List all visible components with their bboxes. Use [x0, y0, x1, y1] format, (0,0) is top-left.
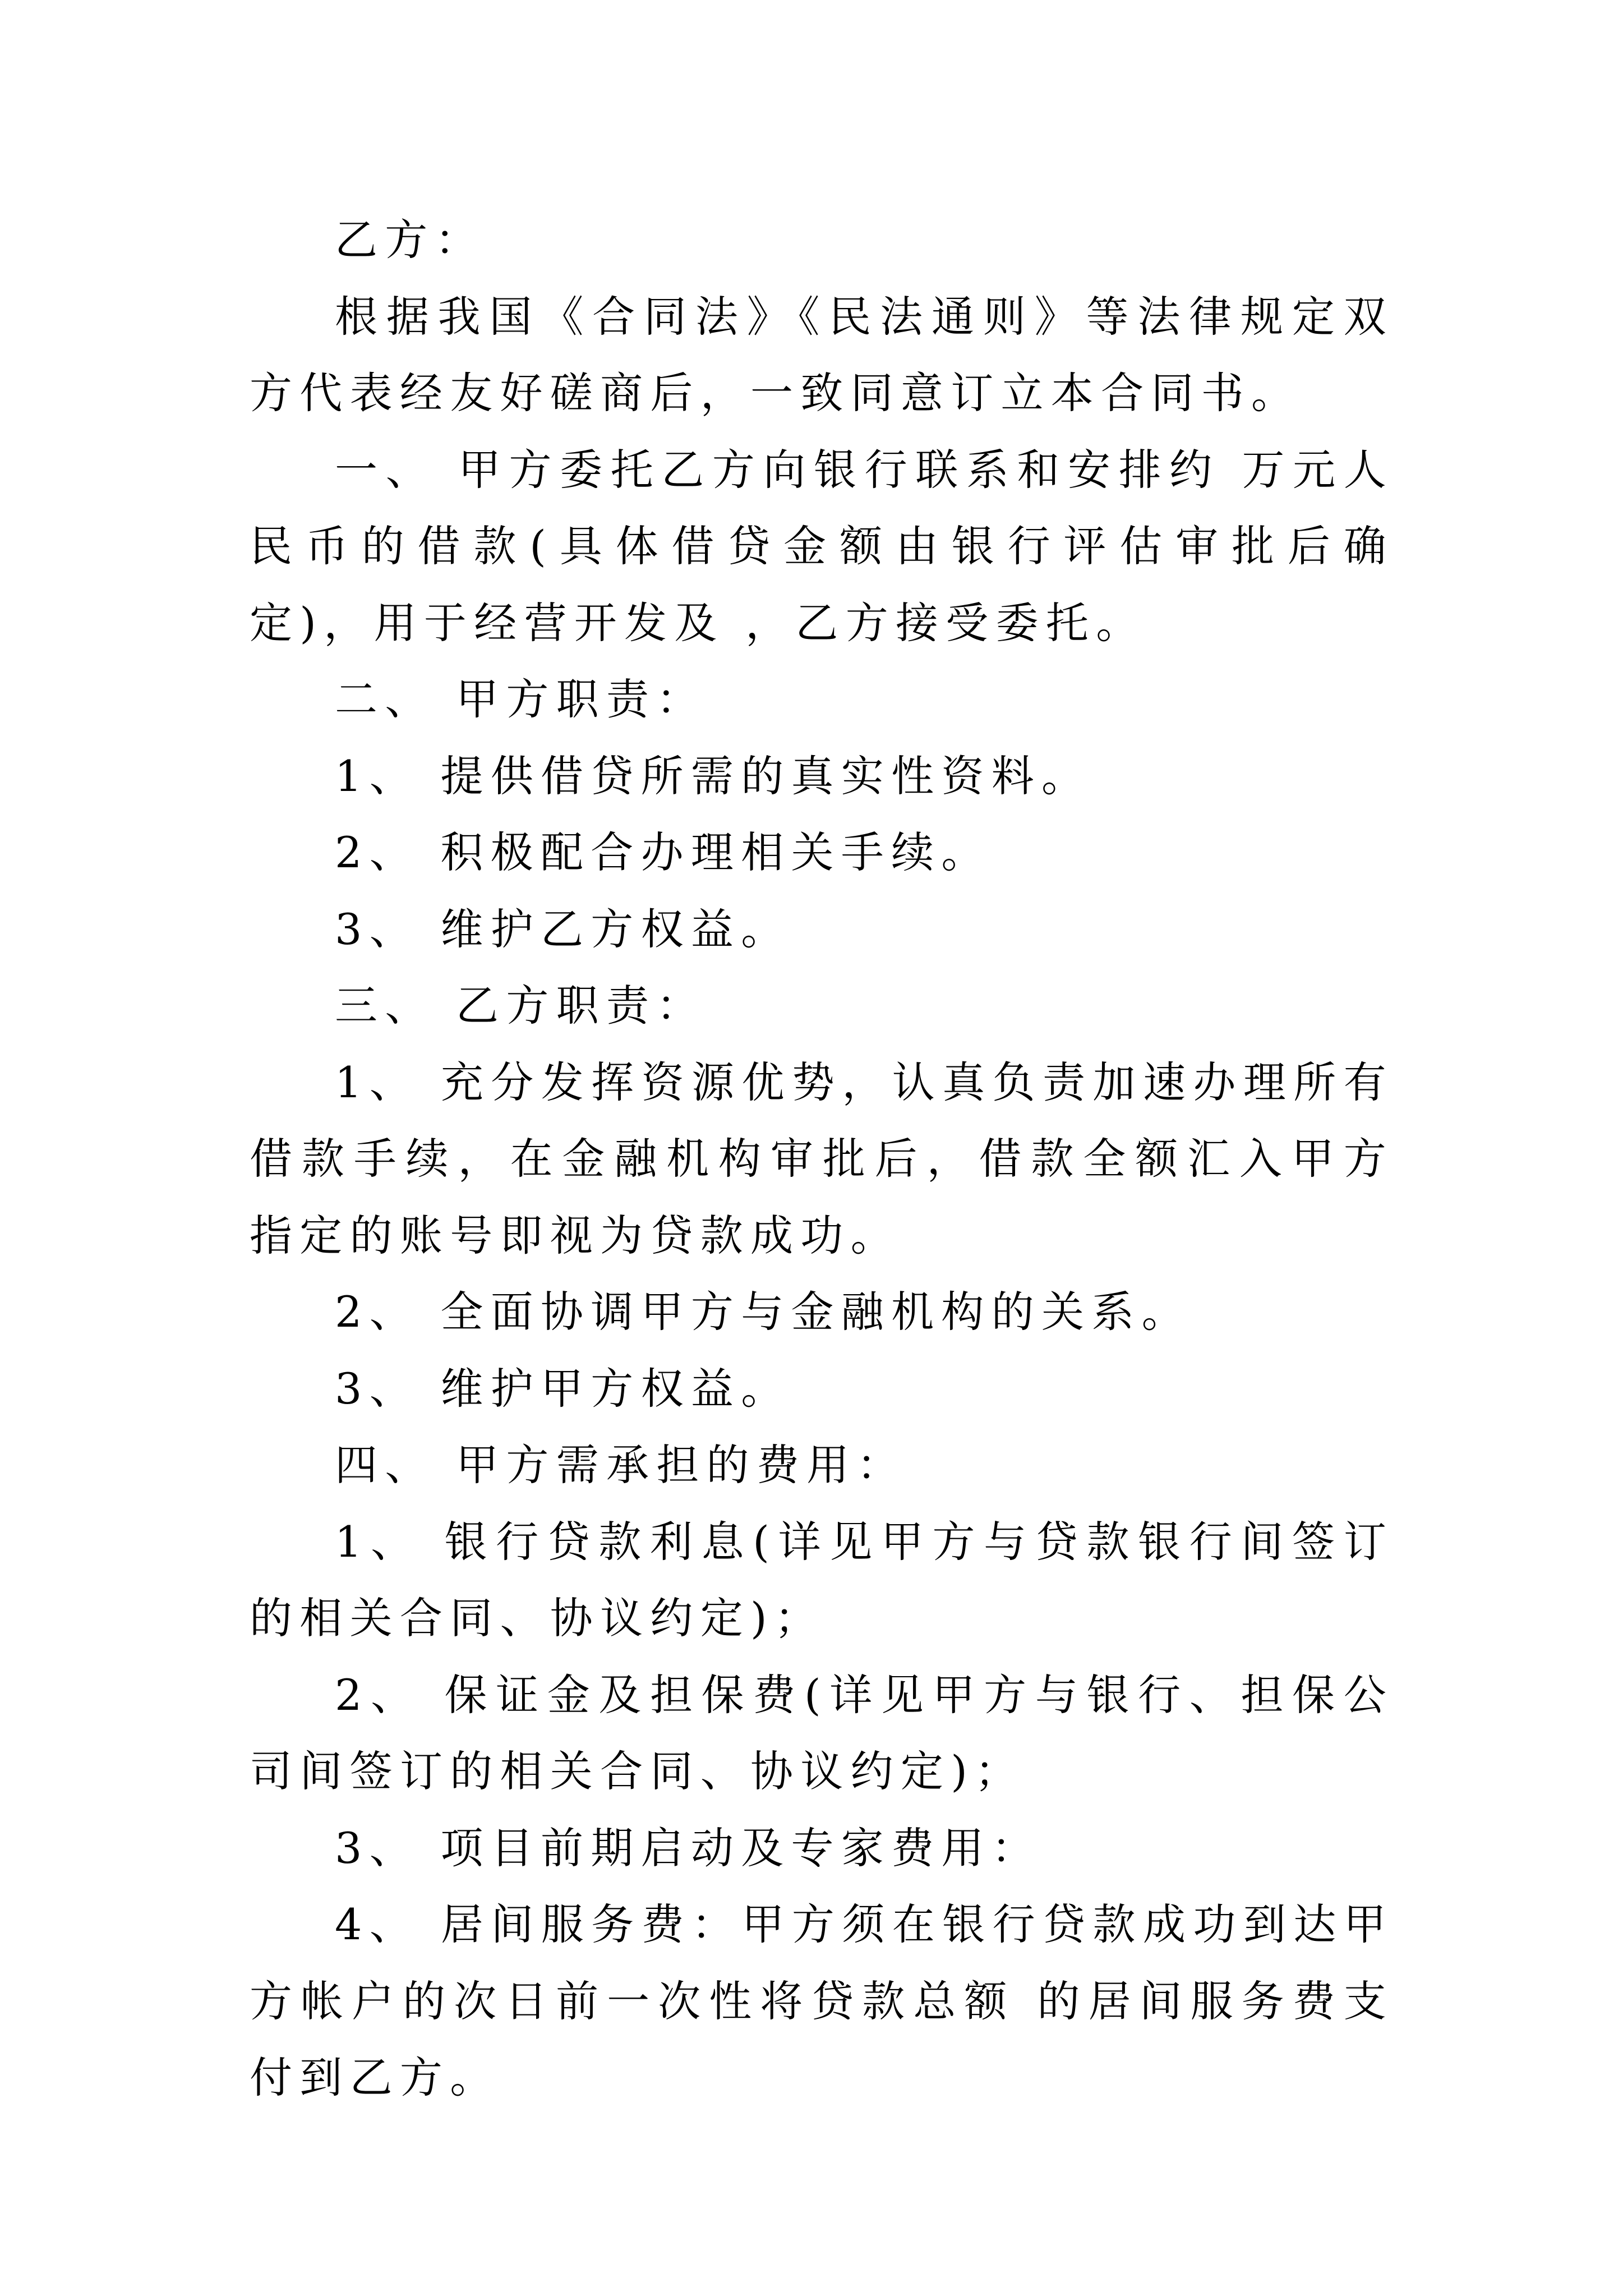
clause-2-item-2: 2、 积极配合办理相关手续。	[335, 827, 992, 877]
clause-1-entrustment: 一、 甲方委托乙方向银行联系和安排约 万元人民币的借款(具体借贷金额由银行评估审批后确定)，用于经营开发及 ，乙方接受委托。	[250, 444, 1394, 648]
clause-3-heading: 三、 乙方职责：	[335, 981, 707, 1030]
clause-2-item-1: 1、 提供借贷所需的真实性资料。	[335, 751, 1092, 801]
clause-4-item-4: 4、 居间服务费：甲方须在银行贷款成功到达甲方帐户的次日前一次性将贷款总额 的居间服务费支付到乙方。	[250, 1899, 1394, 2102]
preamble-paragraph: 根据我国《合同法》《民法通则》等法律规定双方代表经友好磋商后，一致同意订立本合同书。	[250, 291, 1394, 418]
clause-2-item-3: 3、 维护乙方权益。	[335, 904, 791, 954]
document-body	[250, 202, 1394, 2116]
clause-3-item-3: 3、 维护甲方权益。	[335, 1363, 791, 1414]
party-b-line: 乙方：	[335, 215, 485, 265]
clause-3-item-1: 1、 充分发挥资源优势，认真负责加速办理所有借款手续，在金融机构审批后，借款全额汇入甲方指定的账号即视为贷款成功。	[250, 1057, 1394, 1260]
clause-3-item-2: 2、 全面协调甲方与金融机构的关系。	[335, 1287, 1192, 1337]
clause-4-item-3: 3、 项目前期启动及专家费用：	[335, 1823, 1042, 1873]
clause-2-heading: 二、 甲方职责：	[335, 674, 707, 724]
clause-4-item-2: 2、 保证金及担保费(详见甲方与银行、担保公司间签订的相关合同、协议约定)；	[250, 1669, 1394, 1796]
clause-4-item-1: 1、 银行贷款利息(详见甲方与贷款银行间签订的相关合同、协议约定)；	[250, 1516, 1394, 1643]
clause-4-heading: 四、 甲方需承担的费用：	[335, 1440, 907, 1490]
